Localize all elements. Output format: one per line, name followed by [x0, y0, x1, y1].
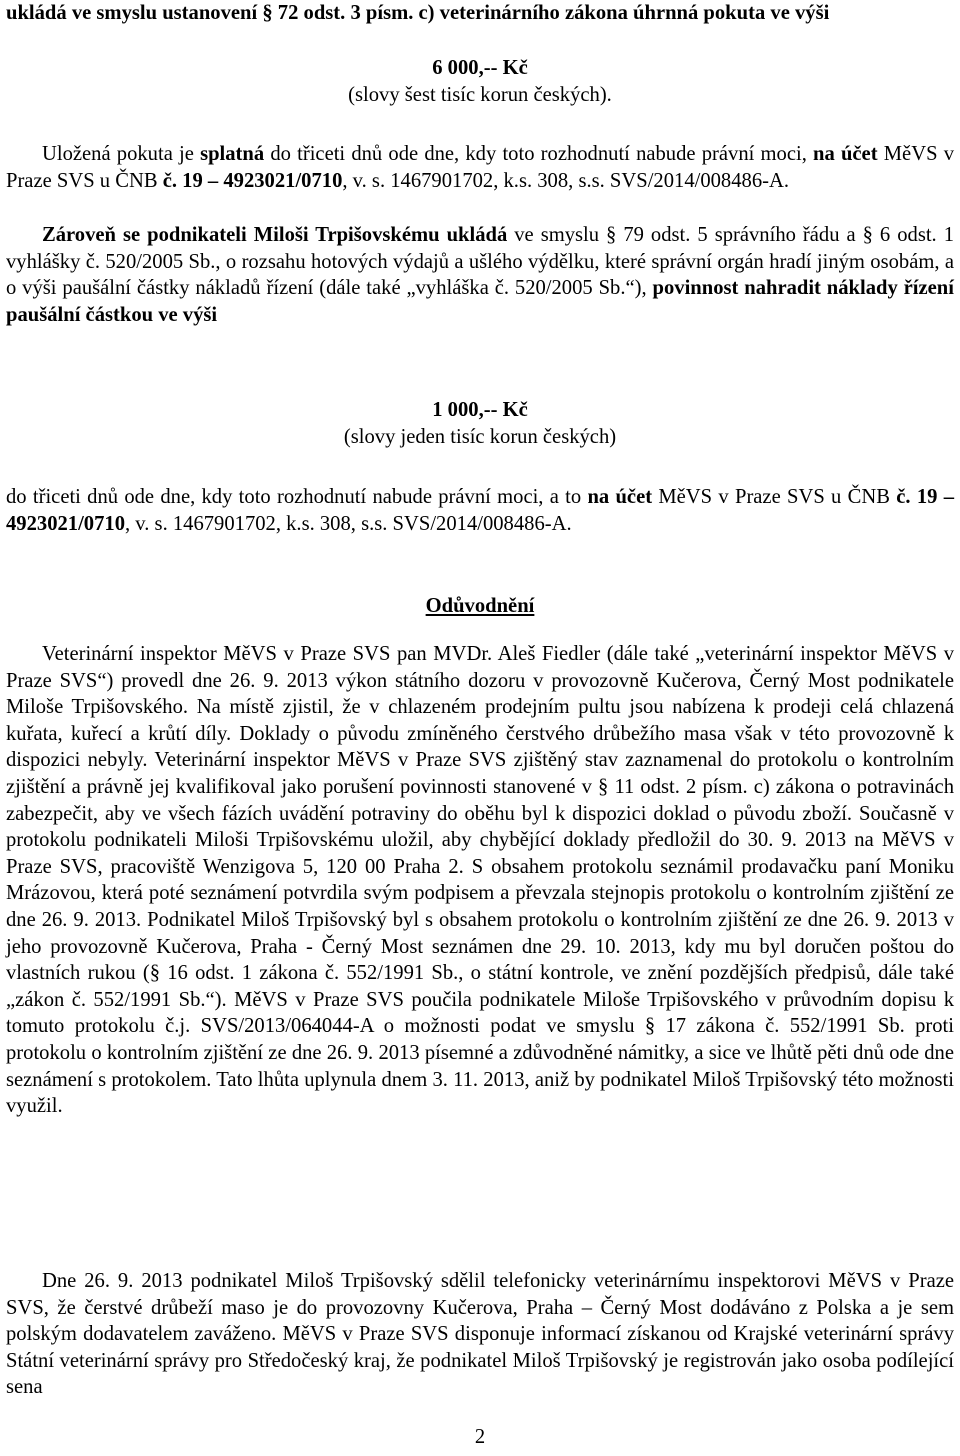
page-number: 2	[474, 1426, 486, 1448]
fine-amount-block	[6, 55, 954, 108]
payment-text-a: Uložená pokuta je	[42, 143, 201, 165]
section-heading-text: Odůvodnění	[425, 595, 535, 617]
paragraph-payment-costs	[6, 484, 954, 537]
paragraph-payment	[6, 141, 954, 194]
paragraph-costs	[6, 222, 954, 328]
payment2-text-a: do třiceti dnů ode dne, kdy toto rozhodnutí nabude právní moci, a to	[6, 486, 588, 508]
payment-text-f: č. 19 – 4923021/0710	[162, 169, 343, 192]
payment-text-d: na účet	[813, 143, 878, 165]
paragraph-reason-2: Dne 26. 9. 2013 podnikatel Miloš Trpišovský sdělil telefonicky veterinárnímu inspektorovi MěVS v Praze SVS, že čerstvé drůbeží maso je do provozovny Kučerova, Praha – Černý Most dodáváno z Polska a je sem polským dodavatelem zaváženo. MěVS v Praze SVS disponuje informací získanou od Krajské veterinární správy Státní veterinární správy pro Středočeský kraj, že podnikatel Miloš Trpišovský je registrován jako osoba podílející sena	[6, 1270, 954, 1399]
payment-text-g: , v. s. 1467901702, k.s. 308, s.s. SVS/2014/008486-A.	[342, 169, 789, 192]
payment-text-e: MěVS v Praze SVS u ČNB	[6, 143, 954, 192]
costs-text-a: Zároveň se podnikateli Miloši Trpišovskému ukládá	[42, 224, 508, 246]
paragraph-fine-intro	[6, 0, 954, 27]
payment-text-c: do třiceti dnů ode dne, kdy toto rozhodnutí nabude právní moci,	[264, 143, 814, 165]
fine-amount-words: (slovy šest tisíc korun českých).	[348, 83, 612, 106]
payment2-text-c: MěVS v Praze SVS u ČNB	[652, 486, 897, 508]
payment2-text-d: č. 19 – 4923021/0710	[6, 486, 954, 535]
payment2-text-b: na účet	[587, 486, 653, 508]
paragraph-reason-1: Veterinární inspektor MěVS v Praze SVS pan MVDr. Aleš Fiedler (dále také „veterinární inspektor MěVS v Praze SVS“) provedl dne 26. 9. 2013 výkon státního dozoru v provozovně Kučerova, Černý Most podnikatele Miloše Trpišovského. Na místě zjistil, že v chlazeném prodejním pultu jsou nabízena k prodeji celá chlazená kuřata, kuřecí a krůtí díly. Doklady o původu zmíněného čerstvého drůbežího masa však v této provozovně k dispozici nebyly. Veterinární inspektor MěVS v Praze SVS zjištěný stav zaznamenal do protokolu o kontrolním zjištění a právně jej kvalifikoval jako porušení povinnosti stanovené v § 11 odst. 2 písm. c) zákona o potravinách zabezpečit, aby ve všech fázích uvádění potraviny do oběhu byl k dispozici doklad o původu zboží. Současně v protokolu podnikateli Miloši Trpišovskému uložil, aby chybějící doklady předložil do 30. 9. 2013 na MěVS v Praze SVS, pracoviště Wenzigova 5, 120 00 Praha 2. S obsahem protokolu seznámil prodavačku paní Moniku Mrázovou, která poté seznámení potvrdila svým podpisem a převzala stejnopis protokolu o kontrolním zjištění ze dne 26. 9. 2013. Podnikatel Miloš Trpišovský byl s obsahem protokolu o kontrolním zjištění ze dne 26. 9. 2013 v jeho provozovně Kučerova, Praha - Černý Most seznámen dne 29. 10. 2013, kdy mu byl doručen poštou do vlastních rukou (§ 16 odst. 1 zákona č. 552/1991 Sb., o státní kontrole, ve znění pozdějších předpisů, dále také „zákon č. 552/1991 Sb.“). MěVS v Praze SVS poučila podnikatele Miloše Trpišovského v průvodním dopisu k tomuto protokolu č.j. SVS/2013/064044-A o možnosti podat ve smyslu § 17 zákona č. 552/1991 Sb. proti protokolu o kontrolním zjištění ze dne 26. 9. 2013 písemné a zdůvodněné námitky, a sice ve lhůtě pěti dnů ode dne seznámení s protokolem. Tato lhůta uplynula dnem 3. 11. 2013, aniž by podnikatel Miloš Trpišovský této možnosti využil.	[6, 643, 954, 1118]
costs-amount: 1 000,-- Kč	[432, 399, 528, 421]
payment-text-b: splatná	[200, 143, 265, 165]
costs-text-b: ve smyslu § 79 odst. 5 správního řádu a § 6 odst. 1 vyhlášky č. 520/2005 Sb.	[6, 224, 954, 273]
fine-amount: 6 000,-- Kč	[432, 57, 528, 79]
fine-intro-text: ukládá ve smyslu ustanovení § 72 odst. 3 písm. c) veterinárního zákona úhrnná pokuta ve výši	[6, 2, 830, 24]
costs-text-c: , o rozsahu hotových výdajů a ušlého výdělku, které správní orgán hradí jiným osobám, a o výši paušální částky nákladů řízení (dále také „vyhláška č. 520/2005 Sb.“),	[6, 250, 955, 300]
costs-text-d: povinnost nahradit náklady řízení paušální částkou ve výši	[6, 277, 954, 326]
costs-amount-block	[6, 397, 954, 450]
payment2-text-e: , v. s. 1467901702, k.s. 308, s.s. SVS/2014/008486-A.	[125, 512, 572, 535]
costs-amount-words: (slovy jeden tisíc korun českých)	[343, 425, 617, 448]
section-heading	[6, 593, 954, 620]
